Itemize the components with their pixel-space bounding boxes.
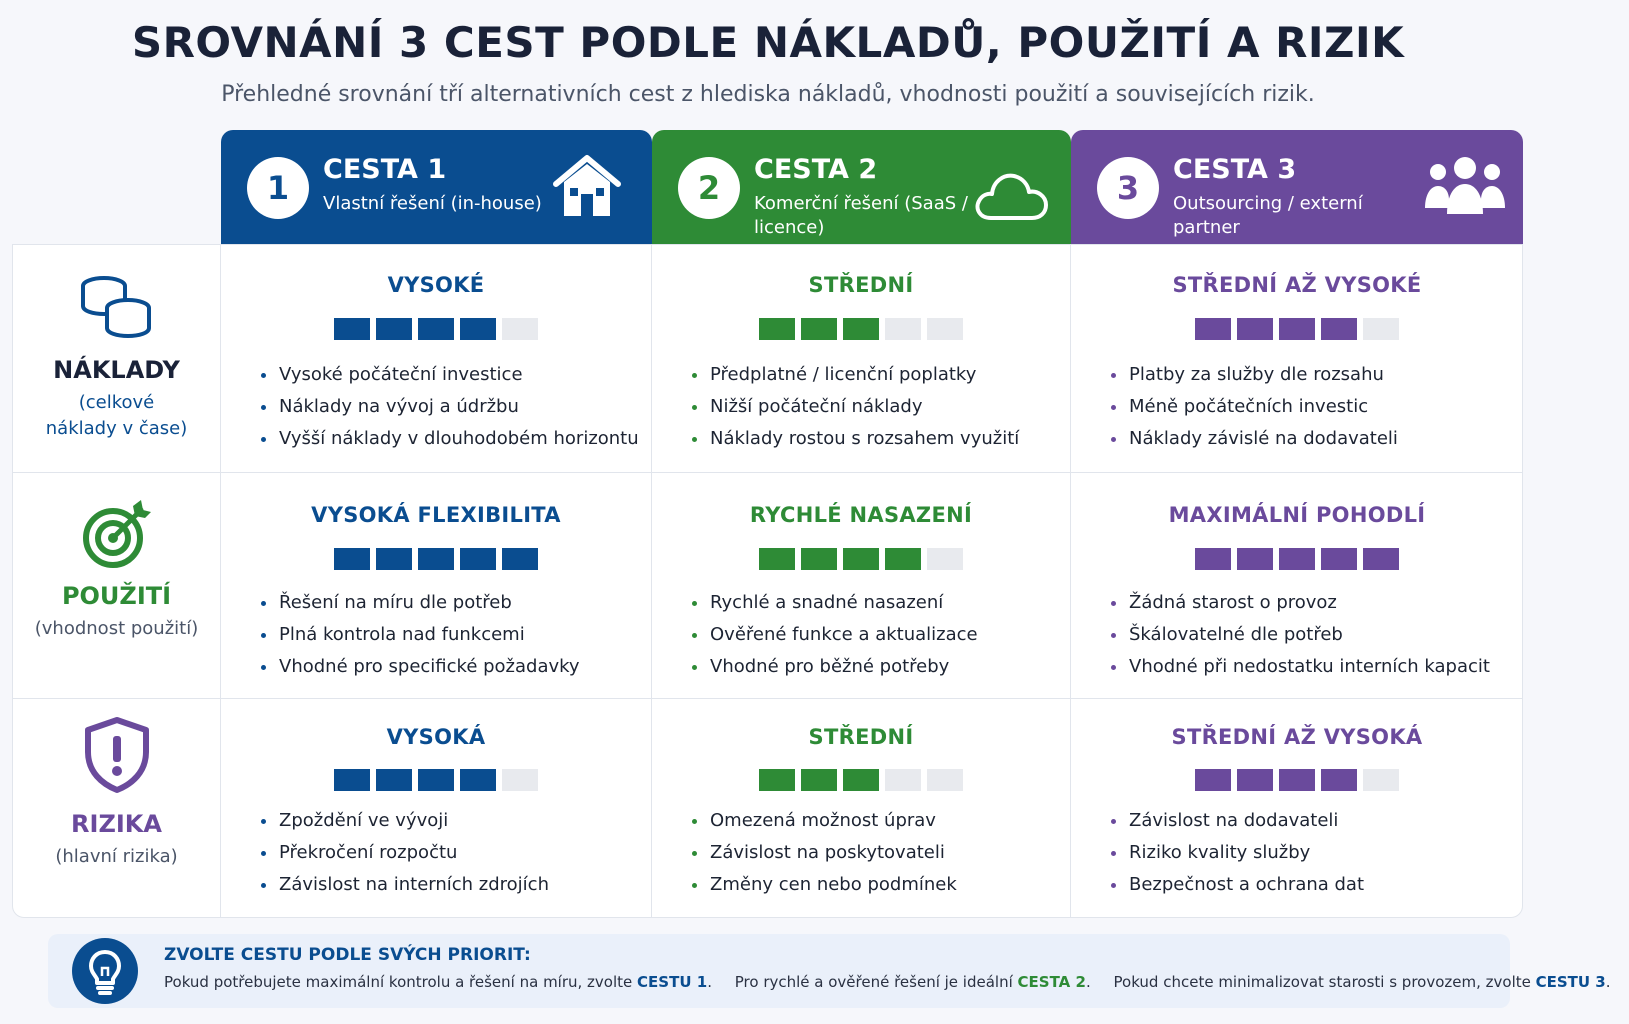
house-icon	[552, 154, 622, 220]
rating-segment-filled	[885, 548, 921, 570]
rating-segment-filled	[418, 548, 454, 570]
rating-segment-filled	[1237, 548, 1273, 570]
rating-segment-filled	[759, 318, 795, 340]
path-number-badge: 2	[678, 157, 740, 219]
bullet-item: Překročení rozpočtu	[259, 837, 549, 869]
bullet-item: Žádná starost o provoz	[1109, 587, 1490, 619]
rating-segment-empty	[927, 769, 963, 791]
bullet-item: Ověřené funkce a aktualizace	[690, 619, 978, 651]
rating-segment-filled	[1321, 769, 1357, 791]
rating-segment-filled	[1321, 548, 1357, 570]
rating-segment-filled	[502, 548, 538, 570]
rating-bar	[334, 548, 538, 570]
rating-segment-filled	[1237, 769, 1273, 791]
rating-bar	[1195, 318, 1399, 340]
cell-bullet-list	[1109, 805, 1364, 901]
path-description: Outsourcing / externí partner	[1173, 193, 1363, 238]
row-name: NÁKLADY	[53, 356, 180, 384]
rating-segment-filled	[1279, 769, 1315, 791]
recommendation-title: ZVOLTE CESTU PODLE SVÝCH PRIORIT:	[164, 945, 531, 965]
cell-costs-path-3	[1071, 245, 1523, 471]
cell-rating-title: VYSOKÁ FLEXIBILITA	[311, 503, 561, 527]
rating-bar	[334, 769, 538, 791]
coins-icon	[79, 274, 155, 344]
rating-segment-filled	[376, 548, 412, 570]
bullet-item: Vhodné pro běžné potřeby	[690, 651, 978, 683]
people-icon	[1423, 156, 1507, 216]
rating-segment-filled	[843, 548, 879, 570]
header-path-3	[1071, 130, 1523, 244]
rating-segment-filled	[376, 318, 412, 340]
cell-bullet-list	[690, 805, 957, 901]
rating-segment-filled	[460, 769, 496, 791]
path-number-badge: 3	[1097, 157, 1159, 219]
rating-segment-empty	[1363, 318, 1399, 340]
cell-rating-title: RYCHLÉ NASAZENÍ	[749, 503, 973, 527]
cell-bullet-list	[259, 805, 549, 901]
bullet-item: Platby za služby dle rozsahu	[1109, 359, 1398, 391]
path-number-badge: 1	[247, 157, 309, 219]
bullet-item: Náklady na vývoj a údržbu	[259, 391, 639, 423]
rating-segment-filled	[759, 769, 795, 791]
bullet-item: Škálovatelné dle potřeb	[1109, 619, 1490, 651]
page-subtitle: Přehledné srovnání tří alternativních cest z hlediska nákladů, vhodnosti použití a souvisejících rizik.	[221, 82, 1315, 107]
rating-bar	[334, 318, 538, 340]
bullet-item: Vysoké počáteční investice	[259, 359, 639, 391]
cell-rating-title: STŘEDNÍ	[808, 725, 914, 749]
rating-segment-filled	[801, 548, 837, 570]
bullet-item: Náklady závislé na dodavateli	[1109, 423, 1398, 455]
path-name: CESTA 1	[323, 154, 447, 185]
row-name: POUŽITÍ	[61, 582, 172, 610]
rating-bar	[1195, 548, 1399, 570]
row-label-usage	[12, 498, 221, 642]
rating-bar	[759, 769, 963, 791]
bullet-item: Vhodné při nedostatku interních kapacit	[1109, 651, 1490, 683]
rating-segment-filled	[334, 548, 370, 570]
target-icon	[79, 498, 155, 570]
bullet-item: Riziko kvality služby	[1109, 837, 1364, 869]
cell-rating-title: STŘEDNÍ AŽ VYSOKÉ	[1172, 273, 1422, 297]
header-path-2	[652, 130, 1071, 244]
cell-rating-title: VYSOKÉ	[387, 273, 485, 297]
cell-rating-title: VYSOKÁ	[386, 725, 486, 749]
shield-warning-icon	[82, 716, 152, 794]
bullet-item: Řešení na míru dle potřeb	[259, 587, 580, 619]
cell-bullet-list	[1109, 359, 1398, 455]
cell-rating-title: MAXIMÁLNÍ POHODLÍ	[1168, 503, 1426, 527]
rating-bar	[759, 548, 963, 570]
cell-costs-path-2	[652, 245, 1070, 471]
rating-segment-filled	[1279, 318, 1315, 340]
recommendation-text: Pokud potřebujete maximální kontrolu a řešení na míru, zvolte CESTU 1. Pro rychlé a ověřené řešení je ideální CESTA 2. Pokud chcete minimalizovat starosti s provozem, zvolte CESTU 3.	[164, 973, 1611, 991]
cloud-icon	[971, 160, 1051, 226]
lightbulb-icon	[72, 938, 138, 1004]
path-description: Vlastní řešení (in-house)	[323, 193, 542, 214]
rating-segment-empty	[1363, 769, 1399, 791]
rating-segment-filled	[334, 318, 370, 340]
rating-segment-filled	[801, 318, 837, 340]
recommendation-box	[48, 934, 1611, 1008]
rating-segment-filled	[418, 769, 454, 791]
rating-segment-filled	[1363, 548, 1399, 570]
rating-bar	[759, 318, 963, 340]
rating-segment-filled	[460, 548, 496, 570]
bullet-item: Omezená možnost úprav	[690, 805, 957, 837]
rating-segment-empty	[502, 318, 538, 340]
cell-bullet-list	[1109, 587, 1490, 683]
cell-usage-path-2	[652, 473, 1070, 699]
bullet-item: Méně počátečních investic	[1109, 391, 1398, 423]
rating-segment-filled	[843, 318, 879, 340]
rating-segment-filled	[801, 769, 837, 791]
rating-segment-filled	[1195, 548, 1231, 570]
bullet-item: Rychlé a snadné nasazení	[690, 587, 978, 619]
rating-segment-filled	[376, 769, 412, 791]
path-description: Komerční řešení (SaaS / licence)	[754, 193, 968, 238]
rating-segment-filled	[843, 769, 879, 791]
rating-segment-filled	[1195, 318, 1231, 340]
bullet-item: Plná kontrola nad funkcemi	[259, 619, 580, 651]
bullet-item: Náklady rostou s rozsahem využití	[690, 423, 1019, 455]
row-subtitle: (celkové náklady v čase)	[45, 392, 188, 439]
header-path-1	[221, 130, 652, 244]
path-name: CESTA 2	[754, 154, 878, 185]
bullet-item: Bezpečnost a ochrana dat	[1109, 869, 1364, 901]
rating-segment-empty	[927, 318, 963, 340]
bullet-item: Závislost na dodavateli	[1109, 805, 1364, 837]
rating-segment-filled	[460, 318, 496, 340]
rating-segment-filled	[1279, 548, 1315, 570]
rating-segment-filled	[1237, 318, 1273, 340]
bullet-item: Vyšší náklady v dlouhodobém horizontu	[259, 423, 639, 455]
bullet-item: Závislost na poskytovateli	[690, 837, 957, 869]
cell-rating-title: STŘEDNÍ AŽ VYSOKÁ	[1171, 725, 1423, 749]
cell-bullet-list	[259, 359, 639, 455]
rating-segment-empty	[502, 769, 538, 791]
row-subtitle: (hlavní rizika)	[55, 846, 178, 867]
rating-segment-filled	[1321, 318, 1357, 340]
row-label-risks	[12, 716, 221, 870]
rating-bar	[1195, 769, 1399, 791]
bullet-item: Závislost na interních zdrojích	[259, 869, 549, 901]
row-label-costs	[12, 274, 221, 442]
rating-segment-filled	[334, 769, 370, 791]
rating-segment-empty	[885, 769, 921, 791]
cell-costs-path-1	[221, 245, 651, 471]
cell-bullet-list	[690, 587, 978, 683]
bullet-item: Změny cen nebo podmínek	[690, 869, 957, 901]
cell-risks-path-3	[1071, 699, 1523, 925]
path-name: CESTA 3	[1173, 154, 1297, 185]
rating-segment-filled	[759, 548, 795, 570]
cell-risks-path-1	[221, 699, 651, 925]
row-subtitle: (vhodnost použití)	[34, 618, 199, 639]
cell-bullet-list	[690, 359, 1019, 455]
rating-segment-empty	[927, 548, 963, 570]
bullet-item: Vhodné pro specifické požadavky	[259, 651, 580, 683]
rating-segment-filled	[1195, 769, 1231, 791]
cell-bullet-list	[259, 587, 580, 683]
page-title: SROVNÁNÍ 3 CEST PODLE NÁKLADŮ, POUŽITÍ A RIZIK	[131, 18, 1405, 67]
rating-segment-filled	[418, 318, 454, 340]
cell-rating-title: STŘEDNÍ	[808, 273, 914, 297]
row-name: RIZIKA	[71, 810, 162, 838]
rating-segment-empty	[885, 318, 921, 340]
cell-usage-path-1	[221, 473, 651, 699]
bullet-item: Zpoždění ve vývoji	[259, 805, 549, 837]
bullet-item: Předplatné / licenční poplatky	[690, 359, 1019, 391]
cell-usage-path-3	[1071, 473, 1523, 699]
cell-risks-path-2	[652, 699, 1070, 925]
bullet-item: Nižší počáteční náklady	[690, 391, 1019, 423]
